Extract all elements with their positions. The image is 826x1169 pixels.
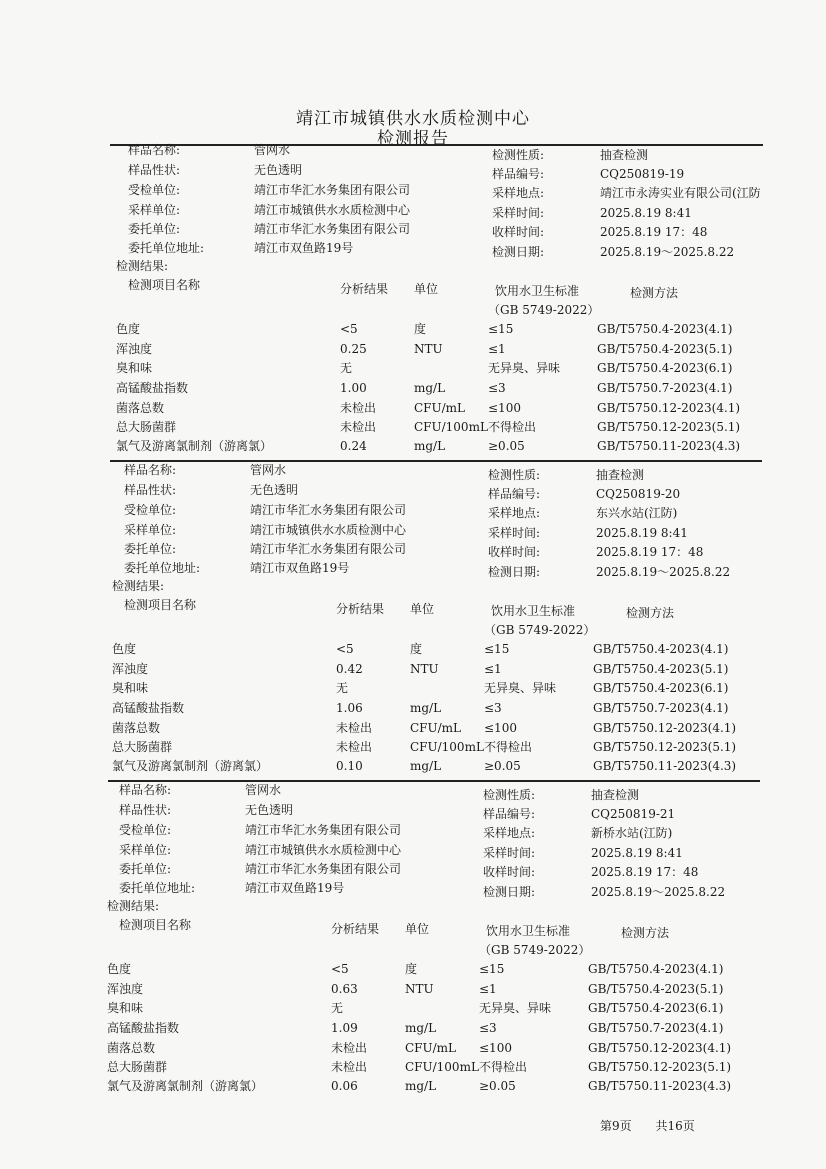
cell-method: GB/T5750.7-2023(4.1) — [597, 381, 733, 395]
sampling-site-value: 新桥水站(江防) — [591, 826, 673, 840]
cell-method: GB/T5750.11-2023(4.3) — [597, 439, 741, 453]
col-std-header: 饮用水卫生标准 — [495, 284, 580, 298]
sample-section-2 — [0, 320, 822, 773]
col-std-subheader: （GB 5749-2022） — [484, 623, 596, 637]
cell-result: 0.06 — [331, 1079, 358, 1093]
receive-time-label: 收样时间: — [483, 865, 536, 879]
cell-item: 氯气及游离氯制剂（游离氯） — [116, 439, 273, 453]
cell-item: 臭和味 — [112, 681, 149, 695]
col-method-header: 检测方法 — [630, 286, 679, 300]
cell-method: GB/T5750.4-2023(6.1) — [593, 681, 729, 695]
sampling-unit-value: 靖江市城镇供水水质检测中心 — [250, 523, 407, 537]
cell-method: GB/T5750.4-2023(5.1) — [588, 982, 724, 996]
cell-unit: CFU/mL — [405, 1041, 457, 1055]
test-date-value: 2025.8.19～2025.8.22 — [600, 245, 735, 259]
test-date-label: 检测日期: — [488, 565, 541, 579]
cell-std: 不得检出 — [479, 1060, 528, 1074]
sample-no-label: 样品编号: — [488, 487, 541, 501]
results-label: 检测结果: — [116, 259, 169, 273]
receive-time-label: 收样时间: — [492, 225, 545, 239]
test-date-label: 检测日期: — [483, 885, 536, 899]
cell-std: 无异臭、异味 — [484, 681, 557, 695]
sample-name-value: 管网水 — [254, 143, 291, 157]
sample-appearance-label: 样品性状: — [119, 803, 172, 817]
inspected-unit-value: 靖江市华汇水务集团有限公司 — [254, 183, 411, 197]
cell-std: ≤15 — [488, 322, 514, 336]
cell-method: GB/T5750.12-2023(5.1) — [588, 1060, 732, 1074]
receive-time-value: 2025.8.19 17：48 — [591, 865, 699, 879]
col-unit-header: 单位 — [405, 922, 430, 936]
cell-unit: CFU/100mL — [410, 740, 484, 754]
cell-item: 氯气及游离氯制剂（游离氯） — [107, 1079, 264, 1093]
cell-method: GB/T5750.4-2023(4.1) — [597, 322, 733, 336]
sampling-site-label: 采样地点: — [492, 186, 545, 200]
client-unit-label: 委托单位: — [124, 542, 177, 556]
page-total: 共16页 — [655, 1119, 695, 1133]
sample-section-3 — [0, 640, 817, 1093]
cell-std: ≥0.05 — [488, 439, 525, 453]
cell-result: 1.09 — [331, 1021, 358, 1035]
sampling-site-value: 东兴水站(江防) — [596, 506, 678, 520]
col-std-header: 饮用水卫生标准 — [486, 924, 571, 938]
nature-label: 检测性质: — [483, 788, 536, 802]
sample-no-value: CQ250819-19 — [600, 167, 685, 181]
sampling-unit-label: 采样单位: — [124, 523, 177, 537]
cell-result: 未检出 — [336, 721, 373, 735]
receive-time-label: 收样时间: — [488, 545, 541, 559]
cell-method: GB/T5750.4-2023(5.1) — [593, 662, 729, 676]
cell-std: ≤15 — [484, 642, 510, 656]
col-std-subheader: （GB 5749-2022） — [488, 303, 600, 317]
inspected-unit-value: 靖江市华汇水务集团有限公司 — [245, 823, 402, 837]
receive-time-value: 2025.8.19 17：48 — [596, 545, 704, 559]
sampling-time-label: 采样时间: — [483, 846, 536, 860]
sample-name-value: 管网水 — [250, 463, 287, 477]
nature-value: 抽查检测 — [596, 468, 645, 482]
cell-item: 浑浊度 — [116, 342, 153, 356]
col-unit-header: 单位 — [410, 602, 435, 616]
cell-result: <5 — [331, 962, 349, 976]
client-address-value: 靖江市双鱼路19号 — [250, 561, 350, 575]
sample-section-1 — [0, 0, 826, 453]
inspected-unit-label: 受检单位: — [124, 503, 177, 517]
sampling-time-label: 采样时间: — [492, 206, 545, 220]
cell-item: 高锰酸盐指数 — [107, 1021, 180, 1035]
cell-result: 未检出 — [336, 740, 373, 754]
cell-std: ≤1 — [484, 662, 502, 676]
cell-item: 菌落总数 — [116, 401, 165, 415]
sample-name-label: 样品名称: — [124, 463, 177, 477]
cell-result: 1.06 — [336, 701, 363, 715]
client-address-label: 委托单位地址: — [124, 561, 201, 575]
sample-no-value: CQ250819-20 — [596, 487, 681, 501]
cell-method: GB/T5750.11-2023(4.3) — [593, 759, 737, 773]
cell-std: ≤3 — [488, 381, 506, 395]
cell-method: GB/T5750.7-2023(4.1) — [593, 701, 729, 715]
cell-item: 总大肠菌群 — [112, 740, 173, 754]
client-address-label: 委托单位地址: — [119, 881, 196, 895]
cell-result: 0.10 — [336, 759, 363, 773]
cell-result: 无 — [331, 1001, 344, 1015]
sample-no-value: CQ250819-21 — [591, 807, 676, 821]
cell-unit: mg/L — [405, 1021, 437, 1035]
col-std-subheader: （GB 5749-2022） — [479, 943, 591, 957]
cell-method: GB/T5750.12-2023(4.1) — [588, 1041, 732, 1055]
client-unit-label: 委托单位: — [119, 862, 172, 876]
test-date-label: 检测日期: — [492, 245, 545, 259]
cell-result: 未检出 — [331, 1060, 368, 1074]
cell-std: ≤3 — [484, 701, 502, 715]
cell-method: GB/T5750.4-2023(4.1) — [588, 962, 724, 976]
cell-std: 无异臭、异味 — [488, 361, 561, 375]
client-address-value: 靖江市双鱼路19号 — [254, 241, 354, 255]
client-unit-value: 靖江市华汇水务集团有限公司 — [245, 862, 402, 876]
cell-method: GB/T5750.7-2023(4.1) — [588, 1021, 724, 1035]
cell-item: 色度 — [107, 962, 132, 976]
cell-item: 浑浊度 — [112, 662, 149, 676]
cell-unit: mg/L — [410, 759, 442, 773]
cell-item: 臭和味 — [116, 361, 153, 375]
cell-method: GB/T5750.4-2023(6.1) — [588, 1001, 724, 1015]
cell-result: 无 — [336, 681, 349, 695]
sampling-unit-label: 采样单位: — [128, 203, 181, 217]
cell-method: GB/T5750.12-2023(5.1) — [597, 420, 741, 434]
org-title: 靖江市城镇供水水质检测中心 — [296, 109, 530, 129]
cell-unit: CFU/100mL — [405, 1060, 479, 1074]
inspected-unit-value: 靖江市华汇水务集团有限公司 — [250, 503, 407, 517]
inspected-unit-label: 受检单位: — [119, 823, 172, 837]
sample-appearance-label: 样品性状: — [128, 163, 181, 177]
cell-result: 未检出 — [340, 401, 377, 415]
nature-label: 检测性质: — [488, 468, 541, 482]
cell-std: ≤100 — [484, 721, 517, 735]
client-unit-label: 委托单位: — [128, 222, 181, 236]
col-std-header: 饮用水卫生标准 — [491, 604, 576, 618]
col-result-header: 分析结果 — [340, 282, 389, 296]
cell-item: 高锰酸盐指数 — [112, 701, 185, 715]
cell-std: ≤100 — [479, 1041, 512, 1055]
cell-item: 菌落总数 — [107, 1041, 156, 1055]
cell-std: ≤100 — [488, 401, 521, 415]
sample-no-label: 样品编号: — [492, 167, 545, 181]
cell-std: ≤15 — [479, 962, 505, 976]
cell-result: 0.24 — [340, 439, 367, 453]
sampling-time-value: 2025.8.19 8:41 — [591, 846, 683, 860]
sampling-site-value: 靖江市永涛实业有限公司(江防 — [600, 186, 761, 200]
page-footer — [600, 1117, 715, 1134]
results-label: 检测结果: — [112, 579, 165, 593]
test-date-value: 2025.8.19～2025.8.22 — [591, 885, 726, 899]
col-item-header: 检测项目名称 — [128, 278, 201, 292]
col-result-header: 分析结果 — [336, 602, 385, 616]
cell-result: 未检出 — [340, 420, 377, 434]
cell-unit: CFU/mL — [410, 721, 462, 735]
sample-name-label: 样品名称: — [128, 143, 181, 157]
sampling-unit-value: 靖江市城镇供水水质检测中心 — [254, 203, 411, 217]
cell-result: 无 — [340, 361, 353, 375]
cell-method: GB/T5750.4-2023(4.1) — [593, 642, 729, 656]
cell-unit: mg/L — [414, 381, 446, 395]
cell-std: 无异臭、异味 — [479, 1001, 552, 1015]
sampling-site-label: 采样地点: — [483, 826, 536, 840]
col-item-header: 检测项目名称 — [124, 598, 197, 612]
cell-item: 浑浊度 — [107, 982, 144, 996]
cell-unit: mg/L — [410, 701, 442, 715]
cell-item: 臭和味 — [107, 1001, 144, 1015]
cell-unit: 度 — [405, 962, 418, 976]
cell-method: GB/T5750.12-2023(4.1) — [593, 721, 737, 735]
cell-item: 菌落总数 — [112, 721, 161, 735]
cell-result: 0.63 — [331, 982, 358, 996]
cell-std: ≥0.05 — [479, 1079, 516, 1093]
cell-result: 0.25 — [340, 342, 367, 356]
cell-unit: 度 — [414, 322, 427, 336]
cell-result: 1.00 — [340, 381, 367, 395]
cell-unit: mg/L — [414, 439, 446, 453]
sampling-time-value: 2025.8.19 8:41 — [600, 206, 692, 220]
sample-appearance-label: 样品性状: — [124, 483, 177, 497]
cell-item: 总大肠菌群 — [107, 1060, 168, 1074]
cell-std: 不得检出 — [484, 740, 533, 754]
nature-value: 抽查检测 — [600, 148, 649, 162]
test-date-value: 2025.8.19～2025.8.22 — [596, 565, 731, 579]
client-unit-value: 靖江市华汇水务集团有限公司 — [254, 222, 411, 236]
sample-appearance-value: 无色透明 — [245, 803, 294, 817]
sample-no-label: 样品编号: — [483, 807, 536, 821]
cell-unit: mg/L — [405, 1079, 437, 1093]
sample-appearance-value: 无色透明 — [254, 163, 303, 177]
cell-result: 未检出 — [331, 1041, 368, 1055]
col-method-header: 检测方法 — [626, 606, 675, 620]
cell-method: GB/T5750.12-2023(4.1) — [597, 401, 741, 415]
cell-std: ≤1 — [488, 342, 506, 356]
sampling-time-value: 2025.8.19 8:41 — [596, 526, 688, 540]
cell-std: ≤1 — [479, 982, 497, 996]
cell-method: GB/T5750.11-2023(4.3) — [588, 1079, 732, 1093]
nature-label: 检测性质: — [492, 148, 545, 162]
nature-value: 抽查检测 — [591, 788, 640, 802]
cell-std: ≤3 — [479, 1021, 497, 1035]
cell-unit: 度 — [410, 642, 423, 656]
cell-item: 总大肠菌群 — [116, 420, 177, 434]
col-unit-header: 单位 — [414, 282, 439, 296]
cell-result: 0.42 — [336, 662, 363, 676]
client-address-value: 靖江市双鱼路19号 — [245, 881, 345, 895]
cell-method: GB/T5750.12-2023(5.1) — [593, 740, 737, 754]
cell-item: 色度 — [112, 642, 137, 656]
cell-item: 氯气及游离氯制剂（游离氯） — [112, 759, 269, 773]
cell-result: <5 — [336, 642, 354, 656]
sample-name-value: 管网水 — [245, 783, 282, 797]
cell-std: 不得检出 — [488, 420, 537, 434]
sampling-time-label: 采样时间: — [488, 526, 541, 540]
sample-appearance-value: 无色透明 — [250, 483, 299, 497]
inspected-unit-label: 受检单位: — [128, 183, 181, 197]
results-label: 检测结果: — [107, 899, 160, 913]
report-title: 检测报告 — [377, 129, 449, 149]
cell-result: <5 — [340, 322, 358, 336]
cell-method: GB/T5750.4-2023(6.1) — [597, 361, 733, 375]
cell-method: GB/T5750.4-2023(5.1) — [597, 342, 733, 356]
receive-time-value: 2025.8.19 17：48 — [600, 225, 708, 239]
cell-item: 色度 — [116, 322, 141, 336]
col-result-header: 分析结果 — [331, 922, 380, 936]
cell-unit: NTU — [414, 342, 443, 356]
sample-name-label: 样品名称: — [119, 783, 172, 797]
cell-unit: NTU — [405, 982, 434, 996]
sampling-unit-label: 采样单位: — [119, 843, 172, 857]
cell-unit: NTU — [410, 662, 439, 676]
col-item-header: 检测项目名称 — [119, 918, 192, 932]
page-number: 第9页 — [600, 1119, 632, 1133]
sampling-site-label: 采样地点: — [488, 506, 541, 520]
cell-unit: CFU/mL — [414, 401, 466, 415]
client-unit-value: 靖江市华汇水务集团有限公司 — [250, 542, 407, 556]
cell-unit: CFU/100mL — [414, 420, 488, 434]
sampling-unit-value: 靖江市城镇供水水质检测中心 — [245, 843, 402, 857]
cell-std: ≥0.05 — [484, 759, 521, 773]
client-address-label: 委托单位地址: — [128, 241, 205, 255]
cell-item: 高锰酸盐指数 — [116, 381, 189, 395]
col-method-header: 检测方法 — [621, 926, 670, 940]
